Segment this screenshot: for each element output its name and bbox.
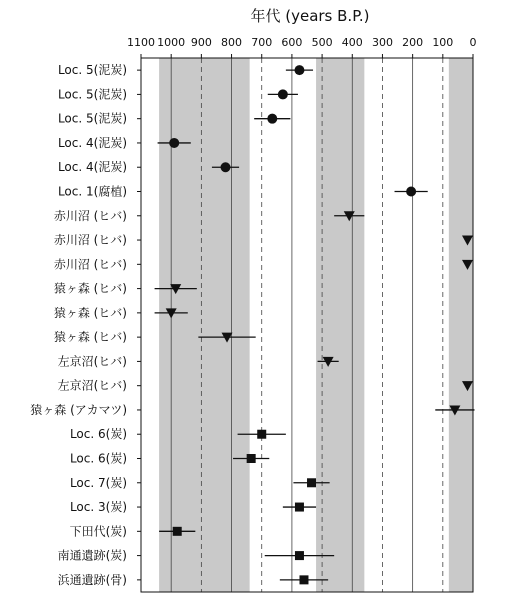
category-label-19: 下田代(炭)	[69, 524, 127, 539]
category-label-15: Loc. 6(炭)	[69, 427, 127, 442]
category-labels	[30, 62, 141, 587]
category-label-21: 浜通遺跡(骨)	[57, 572, 127, 587]
x-tick-label-900: 900	[190, 36, 212, 49]
x-tick-label-300: 300	[371, 36, 393, 49]
x-tick-label-100: 100	[432, 36, 454, 49]
chart-title: 年代 (years B.P.)	[250, 7, 370, 25]
category-label-6: 赤川沼 (ヒバ)	[53, 208, 127, 223]
category-label-7: 赤川沼 (ヒバ)	[53, 233, 127, 248]
data-point-circle-1	[278, 89, 288, 99]
x-axis-ticks	[127, 36, 477, 58]
category-label-14: 猿ヶ森 (アカマツ)	[30, 402, 127, 417]
category-label-0: Loc. 5(泥炭)	[57, 63, 127, 78]
data-point-square-20	[295, 551, 304, 560]
x-tick-label-800: 800	[221, 36, 243, 49]
data-point-square-15	[257, 430, 266, 439]
data-point-circle-4	[221, 162, 231, 172]
category-label-3: Loc. 4(泥炭)	[57, 135, 127, 150]
data-point-circle-5	[406, 187, 416, 197]
x-tick-label-0: 0	[469, 36, 477, 49]
x-tick-label-200: 200	[402, 36, 424, 49]
x-tick-label-500: 500	[311, 36, 333, 49]
category-label-8: 赤川沼 (ヒバ)	[53, 257, 127, 272]
data-point-circle-3	[169, 138, 179, 148]
x-tick-label-400: 400	[341, 36, 363, 49]
category-label-9: 猿ヶ森 (ヒバ)	[53, 281, 127, 296]
category-label-12: 左京沼(ヒバ)	[57, 354, 127, 369]
data-point-circle-2	[267, 114, 277, 124]
category-label-13: 左京沼(ヒバ)	[57, 378, 127, 393]
data-point-square-16	[247, 454, 256, 463]
data-point-square-19	[173, 527, 182, 536]
x-tick-label-1100: 1100	[127, 36, 155, 49]
category-label-16: Loc. 6(炭)	[69, 451, 127, 466]
category-label-10: 猿ヶ森 (ヒバ)	[53, 305, 127, 320]
data-point-square-18	[295, 503, 304, 512]
data-point-square-17	[307, 478, 316, 487]
category-label-2: Loc. 5(泥炭)	[57, 111, 127, 126]
shaded-band-0	[159, 58, 250, 592]
x-tick-label-600: 600	[281, 36, 303, 49]
x-tick-label-1000: 1000	[157, 36, 186, 49]
category-label-18: Loc. 3(炭)	[69, 500, 127, 515]
shaded-band-2	[449, 58, 473, 592]
category-label-11: 猿ヶ森 (ヒバ)	[53, 330, 127, 345]
shaded-bands	[159, 58, 473, 592]
shaded-band-1	[316, 58, 364, 592]
data-point-square-21	[299, 575, 308, 584]
category-label-5: Loc. 1(腐植)	[57, 184, 127, 199]
data-point-circle-0	[294, 65, 304, 75]
category-label-17: Loc. 7(炭)	[69, 475, 127, 490]
category-label-4: Loc. 4(泥炭)	[57, 160, 127, 175]
category-label-20: 南通遺跡(炭)	[57, 548, 127, 563]
x-tick-label-700: 700	[251, 36, 273, 49]
category-label-1: Loc. 5(泥炭)	[57, 87, 127, 102]
